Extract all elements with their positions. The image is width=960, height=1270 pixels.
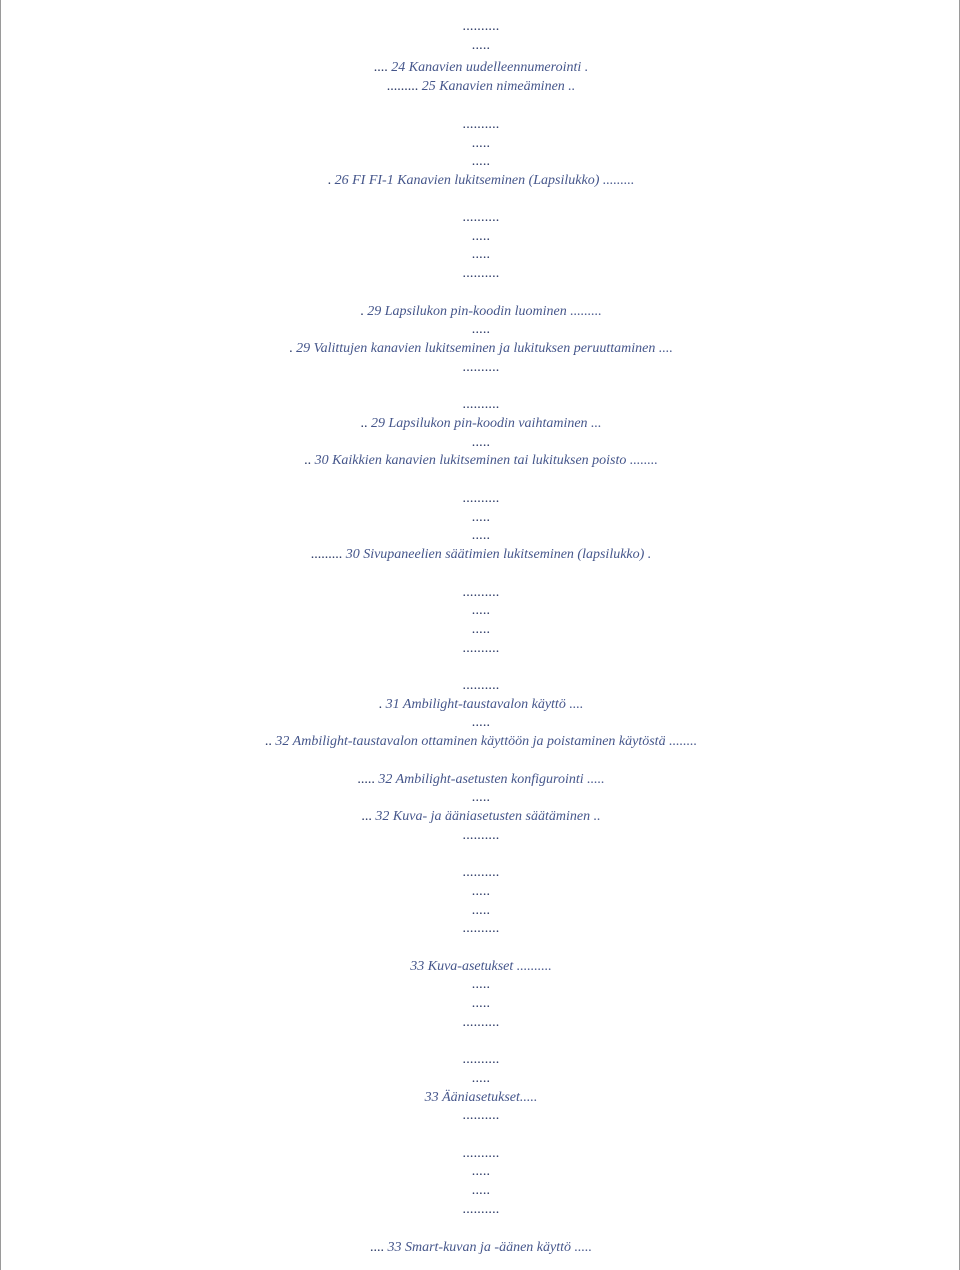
toc-entry-prefix: ......... <box>310 547 343 562</box>
dot-leader: ..... <box>471 884 491 899</box>
toc-entry-prefix: . <box>327 173 332 188</box>
dot-leader: .......... <box>462 828 500 843</box>
dot-leader: ..... <box>471 38 491 53</box>
toc-entry-pin-koodin-luominen[interactable] <box>1 303 960 321</box>
toc-entry-text: 25 Kanavien nimeäminen .. <box>418 79 576 94</box>
dot-leader: .......... <box>462 678 500 693</box>
dot-leader: ..... <box>471 622 491 637</box>
toc-entry-text: 33 Kuva-asetukset .......... <box>410 959 552 974</box>
toc-entry-text: 32 Ambilight-taustavalon ottaminen käyttöön ja poistaminen käytöstä ........ <box>271 734 698 749</box>
dot-leader: .......... <box>462 491 500 506</box>
toc-entry-lapsilukko[interactable] <box>1 172 960 190</box>
toc-entry-aaniasetukset[interactable] <box>1 1089 960 1107</box>
dot-leader: .......... <box>462 19 500 34</box>
toc-entry-text: 29 Valittujen kanavien lukitseminen ja lukituksen peruuttaminen .... <box>292 341 673 356</box>
toc-entry-kuva-asetukset[interactable] <box>1 958 960 976</box>
dot-leader: .......... <box>462 865 500 880</box>
dot-leader: ..... <box>471 528 491 543</box>
toc-entry-prefix: ..... <box>357 772 375 787</box>
toc-entry-prefix: .... <box>373 60 388 75</box>
toc-entry-prefix: . <box>289 341 293 356</box>
toc-entry-kanavien-uudelleennumerointi[interactable] <box>1 59 960 77</box>
dot-leader: ..... <box>471 154 491 169</box>
toc-entry-prefix: . <box>360 304 364 319</box>
toc-entry-prefix: .. <box>264 734 272 749</box>
toc-entry-prefix: ......... <box>386 79 419 94</box>
toc-entry-text: 31 Ambilight-taustavalon käyttö .... <box>382 697 584 712</box>
dot-leader: ..... <box>471 247 491 262</box>
toc-entry-ambilight-asetusten-konfigurointi[interactable] <box>1 771 960 789</box>
dot-leader: ..... <box>471 1164 491 1179</box>
toc-entry-text: 29 Lapsilukon pin-koodin vaihtaminen ... <box>367 416 602 431</box>
dot-leader: ..... <box>471 229 491 244</box>
dot-leader: ..... <box>471 903 491 918</box>
toc-entry-prefix: . <box>378 697 383 712</box>
toc-entry-text: 32 Ambilight-asetusten konfigurointi ..... <box>374 772 605 787</box>
dot-leader: .......... <box>462 921 500 936</box>
toc-entry-smart-kuvan-ja-aanen-kaytto[interactable] <box>1 1239 960 1257</box>
dot-leader: ..... <box>471 603 491 618</box>
toc-entry-text: 26 FI FI-1 Kanavien lukitseminen (Lapsilukko) ......... <box>331 173 635 188</box>
dot-leader: .......... <box>462 1052 500 1067</box>
dot-leader: ..... <box>471 1183 491 1198</box>
toc-entry-pin-koodin-vaihtaminen[interactable] <box>1 415 960 433</box>
dot-leader: .......... <box>462 1202 500 1217</box>
toc-entry-sivupaneelien-saatimien-lukitseminen[interactable] <box>1 546 960 564</box>
dot-leader: .......... <box>462 1108 500 1123</box>
toc-entry-ambilight-ottaminen-kayttoon[interactable] <box>1 733 960 751</box>
toc-entry-ambilight-kaytto[interactable] <box>1 696 960 714</box>
toc-entry-prefix: .. <box>360 416 368 431</box>
toc-entry-text: 32 Kuva- ja ääniasetusten säätäminen .. <box>371 809 601 824</box>
dot-leader: .......... <box>462 397 500 412</box>
toc-entry-text: 24 Kanavien uudelleennumerointi . <box>387 60 589 75</box>
dot-leader: .......... <box>462 117 500 132</box>
dot-leader: ..... <box>471 715 491 730</box>
toc-entry-kaikkien-kanavien-lukitseminen[interactable] <box>1 452 960 470</box>
dot-leader: ..... <box>471 977 491 992</box>
dot-leader: .......... <box>462 1146 500 1161</box>
dot-leader: ..... <box>471 996 491 1011</box>
dot-leader: .......... <box>462 1015 500 1030</box>
dot-leader: .......... <box>462 585 500 600</box>
toc-entry-prefix: .. <box>304 453 312 468</box>
toc-entry-text: 30 Sivupaneelien säätimien lukitseminen (lapsilukko) . <box>342 547 652 562</box>
toc-entry-text: 30 Kaikkien kanavien lukitseminen tai lukituksen poisto ........ <box>311 453 658 468</box>
toc-entry-prefix: .... <box>369 1240 384 1255</box>
dot-leader: .......... <box>462 641 500 656</box>
dot-leader: ..... <box>471 510 491 525</box>
dot-leader: ..... <box>471 136 491 151</box>
dot-leader: .......... <box>462 266 500 281</box>
dot-leader: ..... <box>471 1071 491 1086</box>
dot-leader: ..... <box>471 322 491 337</box>
toc-entry-valittujen-kanavien-lukitseminen[interactable] <box>1 340 960 358</box>
toc-entry-text: 29 Lapsilukon pin-koodin luominen ......... <box>363 304 602 319</box>
dot-leader: .......... <box>462 360 500 375</box>
toc-entry-kanavien-nimeaminen[interactable] <box>1 78 960 96</box>
dot-leader: ..... <box>471 790 491 805</box>
dot-leader: ..... <box>471 435 491 450</box>
toc-entry-text: 33 Ääniasetukset..... <box>424 1090 538 1105</box>
dot-leader: .......... <box>462 210 500 225</box>
toc-entry-prefix: ... <box>361 809 372 824</box>
toc-entry-text: 33 Smart-kuvan ja -äänen käyttö ..... <box>383 1240 592 1255</box>
toc-entry-kuva-ja-aaniasetusten-saataminen[interactable] <box>1 808 960 826</box>
